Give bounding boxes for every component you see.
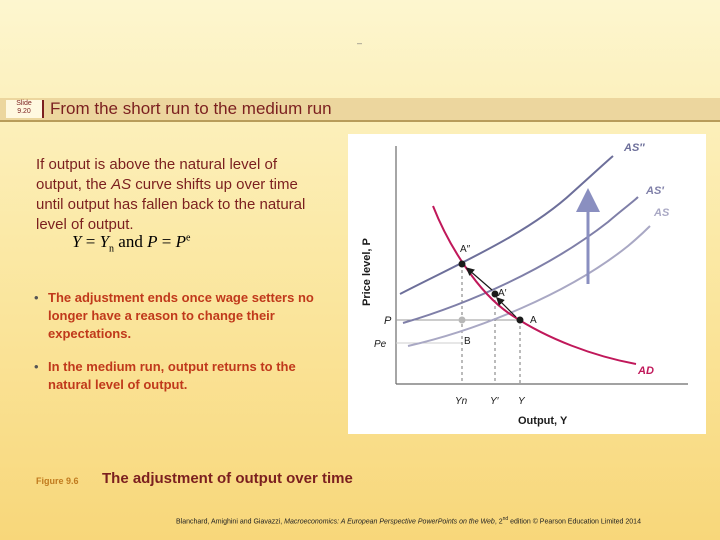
bullet-item-2 xyxy=(36,358,326,394)
tick-yn: Yn xyxy=(455,396,468,407)
formula-eq-2: = xyxy=(161,232,172,251)
slide-number-box xyxy=(6,100,44,118)
point-a-double-prime xyxy=(459,261,466,268)
label-a-double-prime: A″ xyxy=(460,244,471,255)
figure-title: The adjustment of output over time xyxy=(102,470,353,487)
chart-panel xyxy=(348,134,706,434)
footer-mid: , 2 xyxy=(494,518,503,526)
curve-as-prime xyxy=(403,197,638,323)
bullet-text-1: The adjustment ends once wage setters no longer have a reason to change their expectations. xyxy=(48,290,314,341)
label-a: A xyxy=(530,315,537,326)
formula-pe-sup: e xyxy=(185,232,191,244)
footer-citation xyxy=(176,516,641,525)
body-as-italic: AS xyxy=(111,176,132,193)
label-b: B xyxy=(464,336,471,347)
curve-as-double-prime xyxy=(400,156,613,294)
formula-y: Y xyxy=(72,232,82,251)
tick-p: P xyxy=(384,315,392,327)
body-part1: If output is above the natural level of output, the xyxy=(36,156,277,193)
ad-as-chart xyxy=(348,134,706,434)
y-axis-label: Price level, P xyxy=(361,238,373,306)
label-ad: AD xyxy=(638,365,654,377)
bullet-dot-icon: • xyxy=(34,290,39,305)
formula-yn: Y xyxy=(99,232,110,251)
tick-pe: Pe xyxy=(374,339,387,350)
footer-pre: Blanchard, Amighini and Giavazzi, xyxy=(176,518,285,526)
equilibrium-formula xyxy=(72,232,190,254)
formula-and: and xyxy=(118,232,143,251)
label-as-prime: AS′ xyxy=(646,185,664,197)
formula-p: P xyxy=(147,232,158,251)
tick-y: Y xyxy=(518,396,525,407)
formula-eq-1: = xyxy=(85,232,96,251)
body-paragraph xyxy=(36,155,326,235)
slide-label: Slide xyxy=(16,100,32,107)
curve-as xyxy=(408,226,650,346)
label-as-double-prime: AS″ xyxy=(624,142,645,154)
body-part2: curve shifts up over time until output has fallen back to the natural level of output. xyxy=(36,176,306,233)
figure-label: Figure 9.6 xyxy=(36,476,79,486)
point-b xyxy=(459,317,466,324)
point-a xyxy=(517,317,524,324)
x-axis-label: Output, Y xyxy=(518,415,568,427)
top-mark: – xyxy=(357,38,363,48)
label-as: AS xyxy=(654,207,670,219)
formula-pe: P xyxy=(175,232,186,251)
slide-title: From the short run to the medium run xyxy=(50,99,332,118)
bullet-text-2: In the medium run, output returns to the natural level of output. xyxy=(48,359,296,392)
slide-number: 9.20 xyxy=(17,108,31,115)
label-a-prime: A′ xyxy=(498,288,507,299)
formula-yn-sub: n xyxy=(109,243,115,255)
footer-italic: Macroeconomics: A European Perspective PowerPoints on the Web xyxy=(284,518,495,526)
footer-sup: nd xyxy=(502,516,509,522)
tick-y-prime: Y′ xyxy=(490,396,499,407)
bullet-dot-icon: • xyxy=(34,359,39,374)
footer-post: edition © Pearson Education Limited 2014 xyxy=(508,518,641,526)
bullet-item-1 xyxy=(36,289,326,343)
